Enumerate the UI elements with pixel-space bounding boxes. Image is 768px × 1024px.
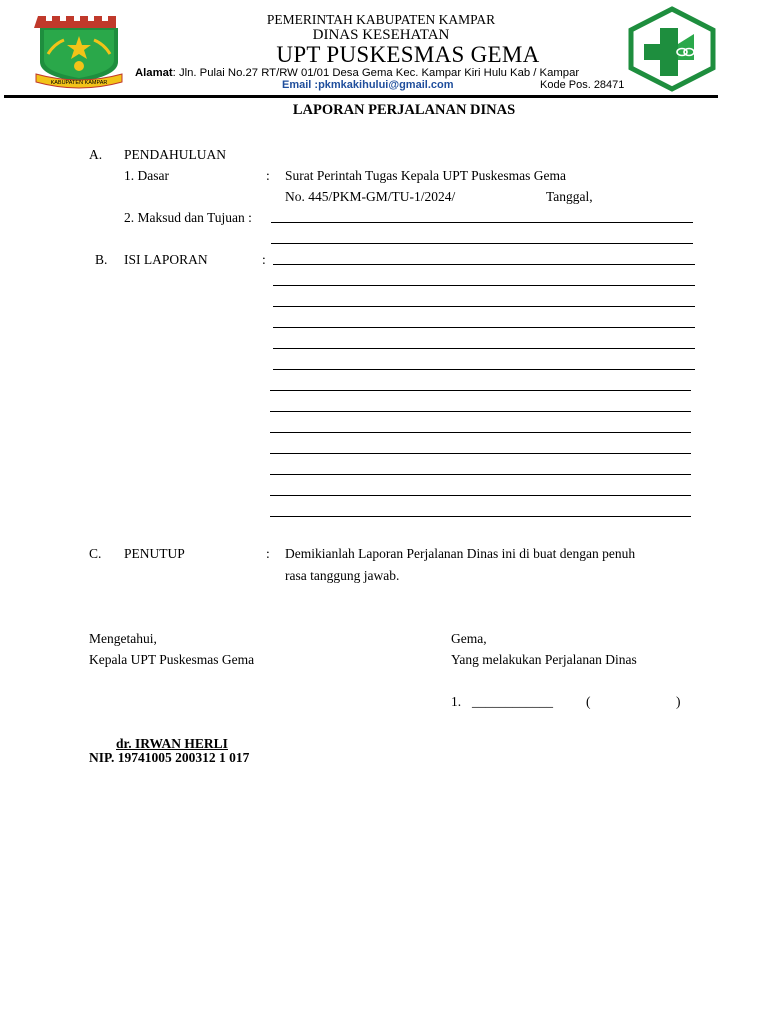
report-line <box>273 285 695 286</box>
gov-line: PEMERINTAH KABUPATEN KAMPAR <box>266 12 496 27</box>
report-line <box>273 306 695 307</box>
report-line <box>270 495 691 496</box>
postal-code: Kode Pos. 28471 <box>540 79 625 91</box>
dasar-label: 1. Dasar <box>124 168 169 183</box>
kampar-regency-logo <box>34 14 124 90</box>
report-line <box>270 516 691 517</box>
traveler-name-close-paren: ) <box>676 694 681 709</box>
maksud-fill-line-1 <box>271 222 693 223</box>
traveler-name-open-paren: ( <box>586 694 591 709</box>
place-label: Gema, <box>451 631 487 646</box>
report-line <box>273 264 695 265</box>
acknowledged-label: Mengetahui, <box>89 631 157 646</box>
document-title: LAPORAN PERJALANAN DINAS <box>292 102 516 118</box>
report-line <box>270 411 691 412</box>
dept-line: DINAS KESEHATAN <box>312 27 450 43</box>
head-title: Kepala UPT Puskesmas Gema <box>89 652 255 667</box>
dasar-number: No. 445/PKM-GM/TU-1/2024/ <box>285 189 456 204</box>
letterhead-divider <box>4 95 718 98</box>
section-b-heading: ISI LAPORAN <box>124 252 208 267</box>
report-line <box>270 390 691 391</box>
org-name: UPT PUSKESMAS GEMA <box>276 42 540 67</box>
maksud-label: 2. Maksud dan Tujuan : <box>124 210 252 225</box>
closing-text-line-1: Demikianlah Laporan Perjalanan Dinas ini di buat dengan penuh <box>285 546 636 561</box>
puskesmas-logo <box>626 6 718 92</box>
section-a-letter: A. <box>89 147 103 162</box>
section-b-colon: : <box>262 252 266 267</box>
maksud-fill-line-2 <box>271 243 693 244</box>
traveler-number: 1. <box>451 694 462 709</box>
section-c-letter: C. <box>89 546 102 561</box>
section-a-heading: PENDAHULUAN <box>124 147 226 162</box>
dasar-text: Surat Perintah Tugas Kepala UPT Puskesmas Gema <box>285 168 566 183</box>
report-line <box>273 348 695 349</box>
report-line <box>270 453 691 454</box>
signatory-nip: NIP. 19741005 200312 1 017 <box>89 750 250 765</box>
logo-caption-text: KABUPATEN KAMPAR <box>50 80 108 86</box>
section-c-heading: PENUTUP <box>124 546 185 561</box>
dasar-tanggal: Tanggal, <box>546 189 593 204</box>
signatory-name: dr. IRWAN HERLI <box>116 736 228 751</box>
address-label: Alamat <box>135 67 173 79</box>
address-text: : Jln. Pulai No.27 RT/RW 01/01 Desa Gema Kec. Kampar Kiri Hulu Kab / Kampar <box>172 67 580 79</box>
dasar-colon: : <box>266 168 270 183</box>
section-b-letter: B. <box>95 252 108 267</box>
traveler-title: Yang melakukan Perjalanan Dinas <box>451 652 637 667</box>
report-line <box>270 432 691 433</box>
traveler-signature-blank: ____________ <box>472 694 553 709</box>
report-line <box>273 369 695 370</box>
report-line <box>273 327 695 328</box>
closing-text-line-2: rasa tanggung jawab. <box>285 568 400 583</box>
report-line <box>270 474 691 475</box>
email-text: Email :pkmkakihului@gmail.com <box>282 79 454 91</box>
address-line <box>135 67 627 79</box>
section-c-colon: : <box>266 546 270 561</box>
